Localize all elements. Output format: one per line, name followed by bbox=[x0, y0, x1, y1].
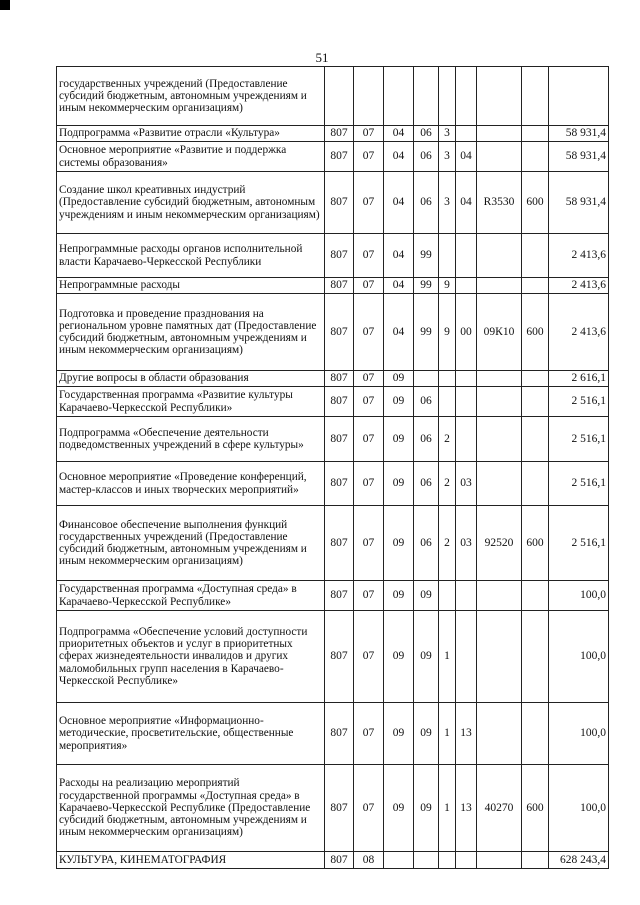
cell-gr: 807 bbox=[325, 417, 354, 462]
cell-p1: 06 bbox=[414, 172, 439, 234]
cell-amount: 100,0 bbox=[549, 611, 609, 703]
cell-p1: 06 bbox=[414, 506, 439, 581]
cell-p2: 1 bbox=[439, 703, 456, 765]
cell-name: Создание школ креативных индустрий (Предоставление субсидий бюджетным, автономным учреждениям и иным некоммерческим организациям) bbox=[57, 172, 325, 234]
cell-p1: 09 bbox=[414, 581, 439, 611]
table-row bbox=[57, 67, 609, 126]
cell-p2: 3 bbox=[439, 172, 456, 234]
cell-p3 bbox=[456, 611, 477, 703]
cell-amount: 100,0 bbox=[549, 581, 609, 611]
cell-amount bbox=[549, 67, 609, 126]
cell-amount: 58 931,4 bbox=[549, 126, 609, 142]
cell-p1 bbox=[414, 371, 439, 387]
cell-gr: 807 bbox=[325, 234, 354, 278]
cell-name: Расходы на реализацию мероприятий государственной программы «Доступная среда» в Карачаево-Черкесской Республике (Предоставление субсидий бюджетным, автономным учреждениям и иным некоммерческим организациям) bbox=[57, 765, 325, 852]
cell-pr bbox=[384, 852, 414, 869]
cell-vr bbox=[522, 852, 549, 869]
cell-gr: 807 bbox=[325, 852, 354, 869]
cell-p3 bbox=[456, 371, 477, 387]
cell-name: Непрограммные расходы органов исполнительной власти Карачаево-Черкесской Республики bbox=[57, 234, 325, 278]
cell-gr: 807 bbox=[325, 387, 354, 417]
cell-vr bbox=[522, 371, 549, 387]
cell-p2 bbox=[439, 234, 456, 278]
cell-p2 bbox=[439, 852, 456, 869]
cell-p2: 2 bbox=[439, 417, 456, 462]
cell-name: Финансовое обеспечение выполнения функций государственных учреждений (Предоставление субсидий бюджетным, автономным учреждениям и иным некоммерческим организациям) bbox=[57, 506, 325, 581]
cell-rz: 07 bbox=[354, 234, 384, 278]
cell-code bbox=[477, 417, 522, 462]
cell-gr: 807 bbox=[325, 294, 354, 371]
cell-code bbox=[477, 67, 522, 126]
scan-corner-mark bbox=[0, 0, 10, 10]
cell-pr: 09 bbox=[384, 417, 414, 462]
cell-pr: 09 bbox=[384, 462, 414, 506]
cell-gr: 807 bbox=[325, 506, 354, 581]
cell-pr: 09 bbox=[384, 611, 414, 703]
cell-gr: 807 bbox=[325, 172, 354, 234]
cell-vr bbox=[522, 126, 549, 142]
budget-table bbox=[56, 66, 609, 869]
cell-rz: 07 bbox=[354, 765, 384, 852]
cell-pr: 04 bbox=[384, 142, 414, 172]
table-row bbox=[57, 852, 609, 869]
cell-vr bbox=[522, 703, 549, 765]
cell-p1: 06 bbox=[414, 126, 439, 142]
cell-p2: 1 bbox=[439, 765, 456, 852]
cell-name: Основное мероприятие «Развитие и поддержка системы образования» bbox=[57, 142, 325, 172]
cell-p1: 06 bbox=[414, 462, 439, 506]
cell-pr: 09 bbox=[384, 703, 414, 765]
cell-name: КУЛЬТУРА, КИНЕМАТОГРАФИЯ bbox=[57, 852, 325, 869]
cell-code: R3530 bbox=[477, 172, 522, 234]
cell-code bbox=[477, 234, 522, 278]
cell-code: 09К10 bbox=[477, 294, 522, 371]
cell-p1: 99 bbox=[414, 278, 439, 294]
cell-code: 40270 bbox=[477, 765, 522, 852]
cell-rz: 07 bbox=[354, 172, 384, 234]
cell-name: Основное мероприятие «Проведение конференций, мастер-классов и иных творческих мероприятий» bbox=[57, 462, 325, 506]
cell-name: государственных учреждений (Предоставление субсидий бюджетным, автономным учреждениям и иным некоммерческим организациям) bbox=[57, 67, 325, 126]
cell-rz: 07 bbox=[354, 611, 384, 703]
cell-p2 bbox=[439, 581, 456, 611]
table-row bbox=[57, 234, 609, 278]
table-row bbox=[57, 506, 609, 581]
cell-pr: 09 bbox=[384, 765, 414, 852]
cell-p3: 03 bbox=[456, 462, 477, 506]
cell-rz: 07 bbox=[354, 142, 384, 172]
cell-pr: 09 bbox=[384, 387, 414, 417]
cell-pr: 09 bbox=[384, 581, 414, 611]
cell-p3 bbox=[456, 126, 477, 142]
cell-p1: 06 bbox=[414, 417, 439, 462]
cell-p3: 03 bbox=[456, 506, 477, 581]
cell-rz: 08 bbox=[354, 852, 384, 869]
cell-gr: 807 bbox=[325, 765, 354, 852]
table-row bbox=[57, 417, 609, 462]
cell-amount: 2 413,6 bbox=[549, 278, 609, 294]
cell-pr: 04 bbox=[384, 126, 414, 142]
cell-p2: 2 bbox=[439, 506, 456, 581]
cell-vr bbox=[522, 67, 549, 126]
cell-vr bbox=[522, 611, 549, 703]
cell-p1 bbox=[414, 67, 439, 126]
cell-code: 92520 bbox=[477, 506, 522, 581]
page-number: 51 bbox=[315, 50, 329, 65]
cell-name: Основное мероприятие «Информационно-методические, просветительские, общественные мероприятия» bbox=[57, 703, 325, 765]
cell-p2: 2 bbox=[439, 462, 456, 506]
cell-gr: 807 bbox=[325, 142, 354, 172]
cell-p3 bbox=[456, 278, 477, 294]
cell-p2: 3 bbox=[439, 142, 456, 172]
cell-name: Государственная программа «Доступная среда» в Карачаево-Черкесской Республике» bbox=[57, 581, 325, 611]
cell-p3: 04 bbox=[456, 172, 477, 234]
table-row bbox=[57, 462, 609, 506]
cell-p3 bbox=[456, 581, 477, 611]
cell-code bbox=[477, 126, 522, 142]
cell-rz bbox=[354, 67, 384, 126]
cell-name: Подпрограмма «Обеспечение условий доступности приоритетных объектов и услуг в приоритетных сферах жизнедеятельности инвалидов и других маломобильных групп населения в Карачаево-Черкесской Республике» bbox=[57, 611, 325, 703]
cell-vr: 600 bbox=[522, 765, 549, 852]
cell-p3: 04 bbox=[456, 142, 477, 172]
cell-gr: 807 bbox=[325, 611, 354, 703]
table-row bbox=[57, 371, 609, 387]
table-row bbox=[57, 387, 609, 417]
cell-code bbox=[477, 462, 522, 506]
table-row bbox=[57, 172, 609, 234]
cell-name: Подпрограмма «Обеспечение деятельности подведомственных учреждений в сфере культуры» bbox=[57, 417, 325, 462]
cell-p2 bbox=[439, 387, 456, 417]
cell-vr: 600 bbox=[522, 294, 549, 371]
cell-code bbox=[477, 387, 522, 417]
cell-code bbox=[477, 703, 522, 765]
cell-name: Подготовка и проведение празднования на региональном уровне памятных дат (Предоставление субсидий бюджетным, автономным учреждениям и иным некоммерческим организациям) bbox=[57, 294, 325, 371]
cell-p2: 9 bbox=[439, 294, 456, 371]
table-row bbox=[57, 142, 609, 172]
table-row bbox=[57, 294, 609, 371]
cell-rz: 07 bbox=[354, 371, 384, 387]
cell-gr: 807 bbox=[325, 278, 354, 294]
cell-vr bbox=[522, 581, 549, 611]
cell-p2 bbox=[439, 67, 456, 126]
cell-amount: 628 243,4 bbox=[549, 852, 609, 869]
cell-p3 bbox=[456, 234, 477, 278]
cell-p1: 06 bbox=[414, 387, 439, 417]
cell-gr: 807 bbox=[325, 371, 354, 387]
cell-p1: 99 bbox=[414, 234, 439, 278]
cell-vr bbox=[522, 387, 549, 417]
cell-vr: 600 bbox=[522, 172, 549, 234]
cell-amount: 2 413,6 bbox=[549, 294, 609, 371]
cell-code bbox=[477, 581, 522, 611]
table-row bbox=[57, 703, 609, 765]
cell-rz: 07 bbox=[354, 462, 384, 506]
cell-rz: 07 bbox=[354, 581, 384, 611]
cell-amount: 2 413,6 bbox=[549, 234, 609, 278]
cell-amount: 58 931,4 bbox=[549, 172, 609, 234]
table-row bbox=[57, 765, 609, 852]
cell-vr bbox=[522, 142, 549, 172]
table-row bbox=[57, 278, 609, 294]
cell-vr bbox=[522, 278, 549, 294]
cell-p2 bbox=[439, 371, 456, 387]
cell-rz: 07 bbox=[354, 294, 384, 371]
budget-table-body bbox=[57, 67, 609, 869]
cell-gr: 807 bbox=[325, 581, 354, 611]
cell-code bbox=[477, 142, 522, 172]
cell-p2: 3 bbox=[439, 126, 456, 142]
cell-p3 bbox=[456, 417, 477, 462]
cell-amount: 58 931,4 bbox=[549, 142, 609, 172]
cell-pr: 04 bbox=[384, 294, 414, 371]
cell-p1: 09 bbox=[414, 611, 439, 703]
cell-p3 bbox=[456, 67, 477, 126]
cell-p2: 9 bbox=[439, 278, 456, 294]
cell-p3: 13 bbox=[456, 703, 477, 765]
cell-rz: 07 bbox=[354, 126, 384, 142]
cell-name: Другие вопросы в области образования bbox=[57, 371, 325, 387]
cell-p3: 13 bbox=[456, 765, 477, 852]
cell-vr: 600 bbox=[522, 506, 549, 581]
cell-amount: 100,0 bbox=[549, 703, 609, 765]
cell-p1: 09 bbox=[414, 703, 439, 765]
cell-rz: 07 bbox=[354, 417, 384, 462]
cell-gr: 807 bbox=[325, 703, 354, 765]
cell-p2: 1 bbox=[439, 611, 456, 703]
cell-name: Непрограммные расходы bbox=[57, 278, 325, 294]
cell-gr: 807 bbox=[325, 462, 354, 506]
cell-gr: 807 bbox=[325, 126, 354, 142]
cell-rz: 07 bbox=[354, 278, 384, 294]
cell-p1: 99 bbox=[414, 294, 439, 371]
cell-vr bbox=[522, 462, 549, 506]
cell-amount: 2 516,1 bbox=[549, 387, 609, 417]
table-row bbox=[57, 126, 609, 142]
cell-amount: 2 516,1 bbox=[549, 462, 609, 506]
table-row bbox=[57, 611, 609, 703]
cell-code bbox=[477, 611, 522, 703]
cell-p1 bbox=[414, 852, 439, 869]
cell-code bbox=[477, 852, 522, 869]
cell-p1: 06 bbox=[414, 142, 439, 172]
cell-amount: 2 516,1 bbox=[549, 417, 609, 462]
cell-amount: 2 616,1 bbox=[549, 371, 609, 387]
cell-vr bbox=[522, 417, 549, 462]
cell-p3 bbox=[456, 387, 477, 417]
cell-gr bbox=[325, 67, 354, 126]
cell-p3 bbox=[456, 852, 477, 869]
cell-rz: 07 bbox=[354, 703, 384, 765]
cell-amount: 2 516,1 bbox=[549, 506, 609, 581]
cell-code bbox=[477, 278, 522, 294]
cell-vr bbox=[522, 234, 549, 278]
table-row bbox=[57, 581, 609, 611]
cell-name: Подпрограмма «Развитие отрасли «Культура» bbox=[57, 126, 325, 142]
cell-rz: 07 bbox=[354, 506, 384, 581]
cell-pr: 04 bbox=[384, 234, 414, 278]
cell-code bbox=[477, 371, 522, 387]
cell-name: Государственная программа «Развитие культуры Карачаево-Черкесской Республики» bbox=[57, 387, 325, 417]
cell-p3: 00 bbox=[456, 294, 477, 371]
cell-pr: 04 bbox=[384, 172, 414, 234]
cell-pr: 04 bbox=[384, 278, 414, 294]
cell-rz: 07 bbox=[354, 387, 384, 417]
cell-p1: 09 bbox=[414, 765, 439, 852]
cell-pr: 09 bbox=[384, 506, 414, 581]
cell-amount: 100,0 bbox=[549, 765, 609, 852]
cell-pr: 09 bbox=[384, 371, 414, 387]
cell-pr bbox=[384, 67, 414, 126]
